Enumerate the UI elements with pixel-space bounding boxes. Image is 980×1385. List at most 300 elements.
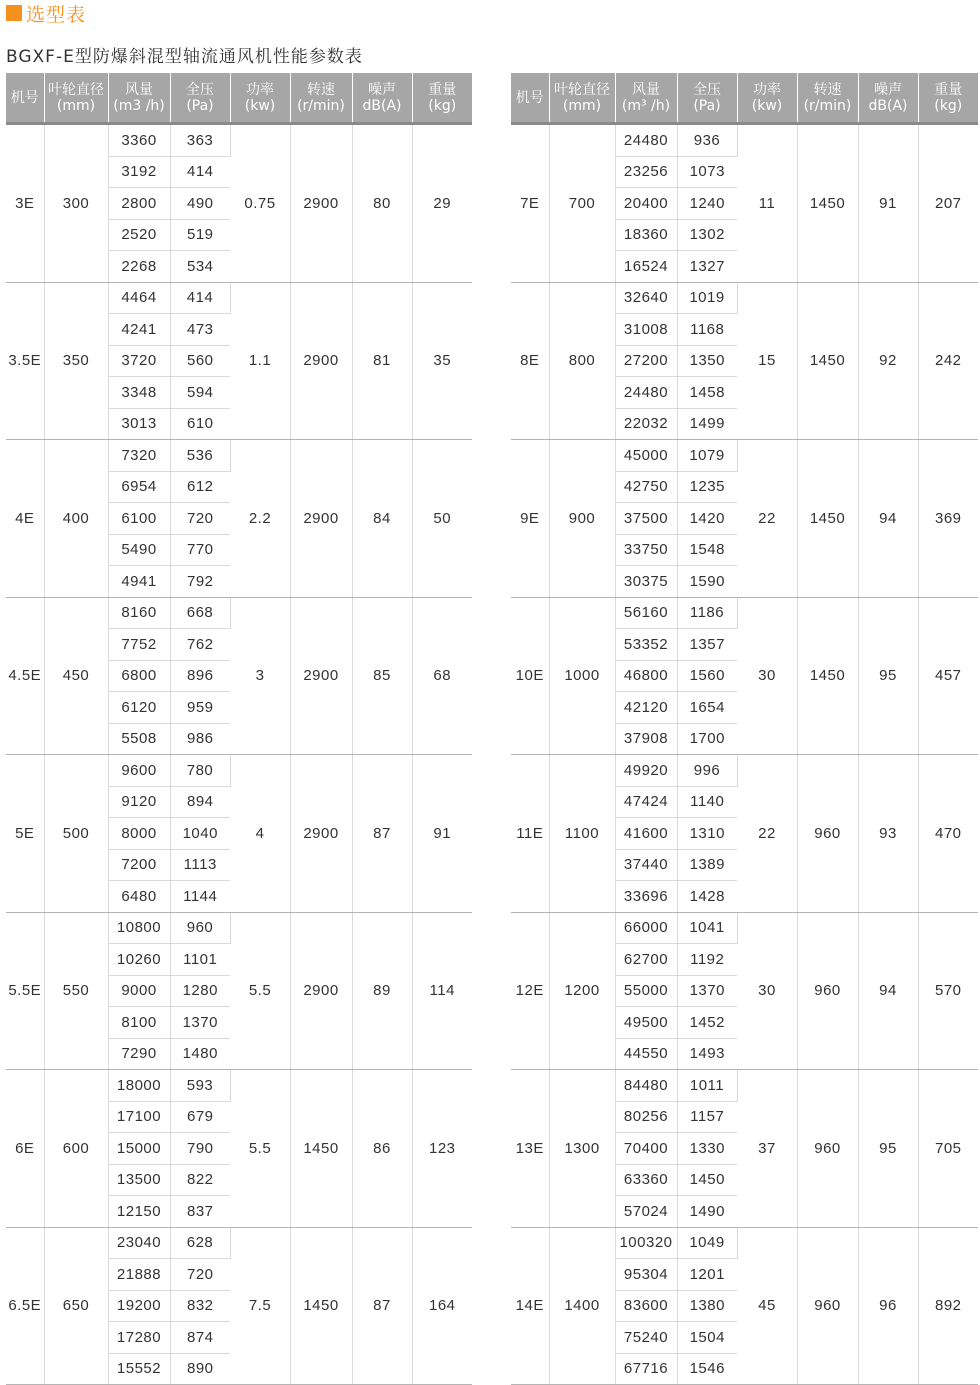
speed-cell: 960 — [797, 755, 858, 913]
model-cell: 9E — [511, 440, 549, 598]
weight-cell: 369 — [918, 440, 978, 598]
pressure-cell: 1428 — [677, 881, 737, 913]
speed-cell: 2900 — [290, 912, 352, 1070]
airflow-cell: 21888 — [108, 1259, 170, 1291]
table-row — [511, 1227, 978, 1259]
airflow-cell: 49500 — [615, 1007, 677, 1039]
noise-cell: 95 — [858, 597, 918, 755]
airflow-cell: 5490 — [108, 534, 170, 566]
column-header — [6, 73, 44, 124]
pressure-cell: 1240 — [677, 188, 737, 220]
airflow-cell: 24480 — [615, 377, 677, 409]
airflow-cell: 7752 — [108, 629, 170, 661]
pressure-cell: 1560 — [677, 660, 737, 692]
pressure-cell: 1420 — [677, 503, 737, 535]
power-cell: 15 — [737, 282, 797, 440]
power-cell: 5.5 — [230, 912, 290, 1070]
noise-cell: 93 — [858, 755, 918, 913]
speed-cell: 1450 — [290, 1070, 352, 1228]
pressure-cell: 1546 — [677, 1353, 737, 1385]
pressure-cell: 986 — [170, 723, 230, 755]
column-header-label: 叶轮直径 — [554, 81, 610, 98]
airflow-cell: 9000 — [108, 975, 170, 1007]
speed-cell: 2900 — [290, 282, 352, 440]
column-header-label: 重量 — [934, 81, 963, 98]
impeller-diameter-cell: 550 — [44, 912, 108, 1070]
noise-cell: 96 — [858, 1227, 918, 1385]
model-cell: 3.5E — [6, 282, 44, 440]
airflow-cell: 84480 — [615, 1070, 677, 1102]
power-cell: 11 — [737, 124, 797, 283]
airflow-cell: 49920 — [615, 755, 677, 787]
pressure-cell: 1280 — [170, 975, 230, 1007]
airflow-cell: 8100 — [108, 1007, 170, 1039]
table-row — [6, 597, 472, 629]
airflow-cell: 23040 — [108, 1227, 170, 1259]
pressure-cell: 837 — [170, 1196, 230, 1228]
impeller-diameter-cell: 600 — [44, 1070, 108, 1228]
noise-cell: 81 — [352, 282, 412, 440]
power-cell: 4 — [230, 755, 290, 913]
power-cell: 37 — [737, 1070, 797, 1228]
weight-cell: 705 — [918, 1070, 978, 1228]
airflow-cell: 9600 — [108, 755, 170, 787]
pressure-cell: 1040 — [170, 818, 230, 850]
model-cell: 3E — [6, 124, 44, 283]
pressure-cell: 770 — [170, 534, 230, 566]
pressure-cell: 612 — [170, 471, 230, 503]
airflow-cell: 3013 — [108, 408, 170, 440]
airflow-cell: 83600 — [615, 1290, 677, 1322]
pressure-cell: 679 — [170, 1101, 230, 1133]
pressure-cell: 780 — [170, 755, 230, 787]
column-header-unit: (kg) — [428, 97, 457, 114]
weight-cell: 570 — [918, 912, 978, 1070]
impeller-diameter-cell: 400 — [44, 440, 108, 598]
pressure-cell: 1330 — [677, 1133, 737, 1165]
model-cell: 12E — [511, 912, 549, 1070]
impeller-diameter-cell: 900 — [549, 440, 615, 598]
pressure-cell: 936 — [677, 124, 737, 157]
airflow-cell: 6120 — [108, 692, 170, 724]
column-header-label: 转速 — [307, 81, 335, 98]
table-row — [6, 124, 472, 157]
airflow-cell: 6480 — [108, 881, 170, 913]
column-header-label: 叶轮直径 — [48, 81, 104, 98]
impeller-diameter-cell: 700 — [549, 124, 615, 283]
airflow-cell: 7200 — [108, 849, 170, 881]
impeller-diameter-cell: 1300 — [549, 1070, 615, 1228]
column-header-label: 功率 — [753, 81, 781, 98]
airflow-cell: 8160 — [108, 597, 170, 629]
pressure-cell: 594 — [170, 377, 230, 409]
airflow-cell: 4941 — [108, 566, 170, 598]
column-header — [858, 73, 918, 124]
pressure-cell: 534 — [170, 251, 230, 283]
pressure-cell: 822 — [170, 1164, 230, 1196]
column-header-label: 机号 — [10, 89, 39, 106]
power-cell: 30 — [737, 597, 797, 755]
weight-cell: 207 — [918, 124, 978, 283]
noise-cell: 84 — [352, 440, 412, 598]
spec-table-left — [6, 73, 472, 1385]
speed-cell: 2900 — [290, 124, 352, 283]
noise-cell: 91 — [858, 124, 918, 283]
airflow-cell: 10260 — [108, 944, 170, 976]
column-header — [412, 73, 472, 124]
pressure-cell: 894 — [170, 786, 230, 818]
column-header-label: 重量 — [428, 81, 457, 98]
model-cell: 4E — [6, 440, 44, 598]
airflow-cell: 17280 — [108, 1322, 170, 1354]
airflow-cell: 42750 — [615, 471, 677, 503]
weight-cell: 123 — [412, 1070, 472, 1228]
column-header — [918, 73, 978, 124]
weight-cell: 29 — [412, 124, 472, 283]
weight-cell: 91 — [412, 755, 472, 913]
airflow-cell: 24480 — [615, 124, 677, 157]
weight-cell: 35 — [412, 282, 472, 440]
power-cell: 3 — [230, 597, 290, 755]
document-title: BGXF-E型防爆斜混型轴流通风机性能参数表 — [6, 47, 363, 67]
airflow-cell: 3348 — [108, 377, 170, 409]
table-row — [511, 912, 978, 944]
airflow-cell: 45000 — [615, 440, 677, 472]
pressure-cell: 1700 — [677, 723, 737, 755]
speed-cell: 2900 — [290, 597, 352, 755]
impeller-diameter-cell: 450 — [44, 597, 108, 755]
pressure-cell: 1019 — [677, 282, 737, 314]
model-cell: 13E — [511, 1070, 549, 1228]
column-header-unit: dB(A) — [868, 97, 908, 114]
column-header-label: 全压 — [186, 81, 214, 98]
pressure-cell: 414 — [170, 156, 230, 188]
column-header-label: 噪声 — [368, 81, 396, 98]
column-header-unit: dB(A) — [362, 97, 402, 114]
impeller-diameter-cell: 1000 — [549, 597, 615, 755]
pressure-cell: 593 — [170, 1070, 230, 1102]
weight-cell: 242 — [918, 282, 978, 440]
pressure-cell: 1049 — [677, 1227, 737, 1259]
model-cell: 7E — [511, 124, 549, 283]
airflow-cell: 6800 — [108, 660, 170, 692]
weight-cell: 114 — [412, 912, 472, 1070]
pressure-cell: 874 — [170, 1322, 230, 1354]
airflow-cell: 9120 — [108, 786, 170, 818]
impeller-diameter-cell: 1400 — [549, 1227, 615, 1385]
pressure-cell: 1101 — [170, 944, 230, 976]
pressure-cell: 1192 — [677, 944, 737, 976]
table-row — [6, 755, 472, 787]
table-row — [511, 597, 978, 629]
speed-cell: 2900 — [290, 440, 352, 598]
airflow-cell: 13500 — [108, 1164, 170, 1196]
airflow-cell: 100320 — [615, 1227, 677, 1259]
impeller-diameter-cell: 1100 — [549, 755, 615, 913]
pressure-cell: 762 — [170, 629, 230, 661]
airflow-cell: 33750 — [615, 534, 677, 566]
impeller-diameter-cell: 1200 — [549, 912, 615, 1070]
weight-cell: 50 — [412, 440, 472, 598]
column-header-label: 机号 — [515, 89, 544, 106]
pressure-cell: 1389 — [677, 849, 737, 881]
pressure-cell: 1380 — [677, 1290, 737, 1322]
column-header-unit: (kw) — [751, 97, 783, 114]
pressure-cell: 1140 — [677, 786, 737, 818]
pressure-cell: 720 — [170, 503, 230, 535]
model-cell: 11E — [511, 755, 549, 913]
noise-cell: 80 — [352, 124, 412, 283]
weight-cell: 164 — [412, 1227, 472, 1385]
airflow-cell: 2520 — [108, 219, 170, 251]
pressure-cell: 1235 — [677, 471, 737, 503]
column-header — [797, 73, 858, 124]
airflow-cell: 2268 — [108, 251, 170, 283]
pressure-cell: 628 — [170, 1227, 230, 1259]
column-header-label: 转速 — [813, 81, 842, 98]
airflow-cell: 4241 — [108, 314, 170, 346]
model-cell: 6.5E — [6, 1227, 44, 1385]
speed-cell: 1450 — [797, 597, 858, 755]
airflow-cell: 20400 — [615, 188, 677, 220]
power-cell: 22 — [737, 755, 797, 913]
airflow-cell: 7290 — [108, 1038, 170, 1070]
section-title: 选型表 — [26, 3, 87, 26]
column-header — [230, 73, 290, 124]
column-header — [290, 73, 352, 124]
airflow-cell: 17100 — [108, 1101, 170, 1133]
airflow-cell: 18360 — [615, 219, 677, 251]
airflow-cell: 41600 — [615, 818, 677, 850]
impeller-diameter-cell: 800 — [549, 282, 615, 440]
airflow-cell: 3360 — [108, 124, 170, 157]
table-header-row — [511, 73, 978, 124]
table-row — [6, 1227, 472, 1259]
pressure-cell: 1370 — [677, 975, 737, 1007]
table-row — [6, 912, 472, 944]
column-header-unit: (Pa) — [186, 97, 214, 114]
model-cell: 5E — [6, 755, 44, 913]
column-header — [677, 73, 737, 124]
pressure-cell: 519 — [170, 219, 230, 251]
column-header-label: 功率 — [246, 81, 274, 98]
pressure-cell: 1370 — [170, 1007, 230, 1039]
speed-cell: 960 — [797, 1070, 858, 1228]
airflow-cell: 37440 — [615, 849, 677, 881]
column-header-unit: (m³ /h) — [621, 97, 671, 114]
section-header — [6, 2, 86, 24]
pressure-cell: 473 — [170, 314, 230, 346]
pressure-cell: 1011 — [677, 1070, 737, 1102]
pressure-cell: 1654 — [677, 692, 737, 724]
pressure-cell: 720 — [170, 1259, 230, 1291]
pressure-cell: 790 — [170, 1133, 230, 1165]
power-cell: 22 — [737, 440, 797, 598]
airflow-cell: 47424 — [615, 786, 677, 818]
airflow-cell: 37908 — [615, 723, 677, 755]
airflow-cell: 53352 — [615, 629, 677, 661]
noise-cell: 86 — [352, 1070, 412, 1228]
pressure-cell: 1490 — [677, 1196, 737, 1228]
speed-cell: 1450 — [290, 1227, 352, 1385]
pressure-cell: 414 — [170, 282, 230, 314]
airflow-cell: 70400 — [615, 1133, 677, 1165]
noise-cell: 87 — [352, 755, 412, 913]
table-row — [511, 1070, 978, 1102]
pressure-cell: 1157 — [677, 1101, 737, 1133]
airflow-cell: 55000 — [615, 975, 677, 1007]
noise-cell: 92 — [858, 282, 918, 440]
airflow-cell: 6100 — [108, 503, 170, 535]
airflow-cell: 23256 — [615, 156, 677, 188]
power-cell: 2.2 — [230, 440, 290, 598]
pressure-cell: 560 — [170, 345, 230, 377]
power-cell: 5.5 — [230, 1070, 290, 1228]
speed-cell: 1450 — [797, 124, 858, 283]
table-row — [511, 124, 978, 157]
power-cell: 0.75 — [230, 124, 290, 283]
pressure-cell: 1327 — [677, 251, 737, 283]
pressure-cell: 363 — [170, 124, 230, 157]
pressure-cell: 1186 — [677, 597, 737, 629]
column-header-unit: (r/min) — [297, 97, 345, 114]
weight-cell: 68 — [412, 597, 472, 755]
speed-cell: 960 — [797, 912, 858, 1070]
speed-cell: 960 — [797, 1227, 858, 1385]
pressure-cell: 792 — [170, 566, 230, 598]
airflow-cell: 3192 — [108, 156, 170, 188]
airflow-cell: 32640 — [615, 282, 677, 314]
weight-cell: 457 — [918, 597, 978, 755]
table-row — [6, 1070, 472, 1102]
weight-cell: 892 — [918, 1227, 978, 1385]
airflow-cell: 75240 — [615, 1322, 677, 1354]
column-header — [44, 73, 108, 124]
pressure-cell: 1310 — [677, 818, 737, 850]
table-row — [6, 440, 472, 472]
airflow-cell: 30375 — [615, 566, 677, 598]
pressure-cell: 1450 — [677, 1164, 737, 1196]
column-header-unit: (mm) — [562, 97, 602, 114]
pressure-cell: 490 — [170, 188, 230, 220]
pressure-cell: 1073 — [677, 156, 737, 188]
airflow-cell: 46800 — [615, 660, 677, 692]
power-cell: 1.1 — [230, 282, 290, 440]
airflow-cell: 37500 — [615, 503, 677, 535]
airflow-cell: 5508 — [108, 723, 170, 755]
model-cell: 14E — [511, 1227, 549, 1385]
column-header — [737, 73, 797, 124]
pressure-cell: 1201 — [677, 1259, 737, 1291]
airflow-cell: 15552 — [108, 1353, 170, 1385]
model-cell: 6E — [6, 1070, 44, 1228]
airflow-cell: 10800 — [108, 912, 170, 944]
column-header — [170, 73, 230, 124]
airflow-cell: 56160 — [615, 597, 677, 629]
pressure-cell: 610 — [170, 408, 230, 440]
table-header-row — [6, 73, 472, 124]
pressure-cell: 1113 — [170, 849, 230, 881]
airflow-cell: 15000 — [108, 1133, 170, 1165]
impeller-diameter-cell: 650 — [44, 1227, 108, 1385]
model-cell: 4.5E — [6, 597, 44, 755]
pressure-cell: 1590 — [677, 566, 737, 598]
column-header-unit: (r/min) — [803, 97, 852, 114]
airflow-cell: 33696 — [615, 881, 677, 913]
pressure-cell: 890 — [170, 1353, 230, 1385]
airflow-cell: 16524 — [615, 251, 677, 283]
column-header-unit: (kg) — [934, 97, 963, 114]
column-header — [352, 73, 412, 124]
noise-cell: 95 — [858, 1070, 918, 1228]
column-header — [108, 73, 170, 124]
airflow-cell: 63360 — [615, 1164, 677, 1196]
noise-cell: 87 — [352, 1227, 412, 1385]
column-header-label: 噪声 — [874, 81, 902, 98]
airflow-cell: 66000 — [615, 912, 677, 944]
column-header — [615, 73, 677, 124]
column-header-label: 风量 — [125, 81, 153, 98]
airflow-cell: 31008 — [615, 314, 677, 346]
column-header-unit: (mm) — [56, 97, 96, 114]
airflow-cell: 22032 — [615, 408, 677, 440]
pressure-cell: 1302 — [677, 219, 737, 251]
pressure-cell: 1452 — [677, 1007, 737, 1039]
pressure-cell: 1357 — [677, 629, 737, 661]
impeller-diameter-cell: 500 — [44, 755, 108, 913]
airflow-cell: 8000 — [108, 818, 170, 850]
impeller-diameter-cell: 350 — [44, 282, 108, 440]
pressure-cell: 1350 — [677, 345, 737, 377]
noise-cell: 89 — [352, 912, 412, 1070]
table-row — [511, 755, 978, 787]
column-header-unit: (Pa) — [693, 97, 721, 114]
pressure-cell: 1499 — [677, 408, 737, 440]
airflow-cell: 67716 — [615, 1353, 677, 1385]
table-row — [511, 282, 978, 314]
model-cell: 10E — [511, 597, 549, 755]
column-header-label: 全压 — [693, 81, 721, 98]
pressure-cell: 896 — [170, 660, 230, 692]
airflow-cell: 6954 — [108, 471, 170, 503]
power-cell: 7.5 — [230, 1227, 290, 1385]
airflow-cell: 95304 — [615, 1259, 677, 1291]
airflow-cell: 12150 — [108, 1196, 170, 1228]
airflow-cell: 19200 — [108, 1290, 170, 1322]
column-header-unit: (kw) — [244, 97, 276, 114]
power-cell: 30 — [737, 912, 797, 1070]
column-header-label: 风量 — [632, 81, 660, 98]
pressure-cell: 1458 — [677, 377, 737, 409]
power-cell: 45 — [737, 1227, 797, 1385]
airflow-cell: 27200 — [615, 345, 677, 377]
pressure-cell: 1144 — [170, 881, 230, 913]
speed-cell: 2900 — [290, 755, 352, 913]
airflow-cell: 18000 — [108, 1070, 170, 1102]
airflow-cell: 4464 — [108, 282, 170, 314]
model-cell: 8E — [511, 282, 549, 440]
pressure-cell: 1493 — [677, 1038, 737, 1070]
impeller-diameter-cell: 300 — [44, 124, 108, 283]
column-header-unit: (m3 /h) — [113, 97, 165, 114]
pressure-cell: 959 — [170, 692, 230, 724]
column-header — [549, 73, 615, 124]
pressure-cell: 668 — [170, 597, 230, 629]
noise-cell: 85 — [352, 597, 412, 755]
airflow-cell: 80256 — [615, 1101, 677, 1133]
airflow-cell: 44550 — [615, 1038, 677, 1070]
column-header — [511, 73, 549, 124]
